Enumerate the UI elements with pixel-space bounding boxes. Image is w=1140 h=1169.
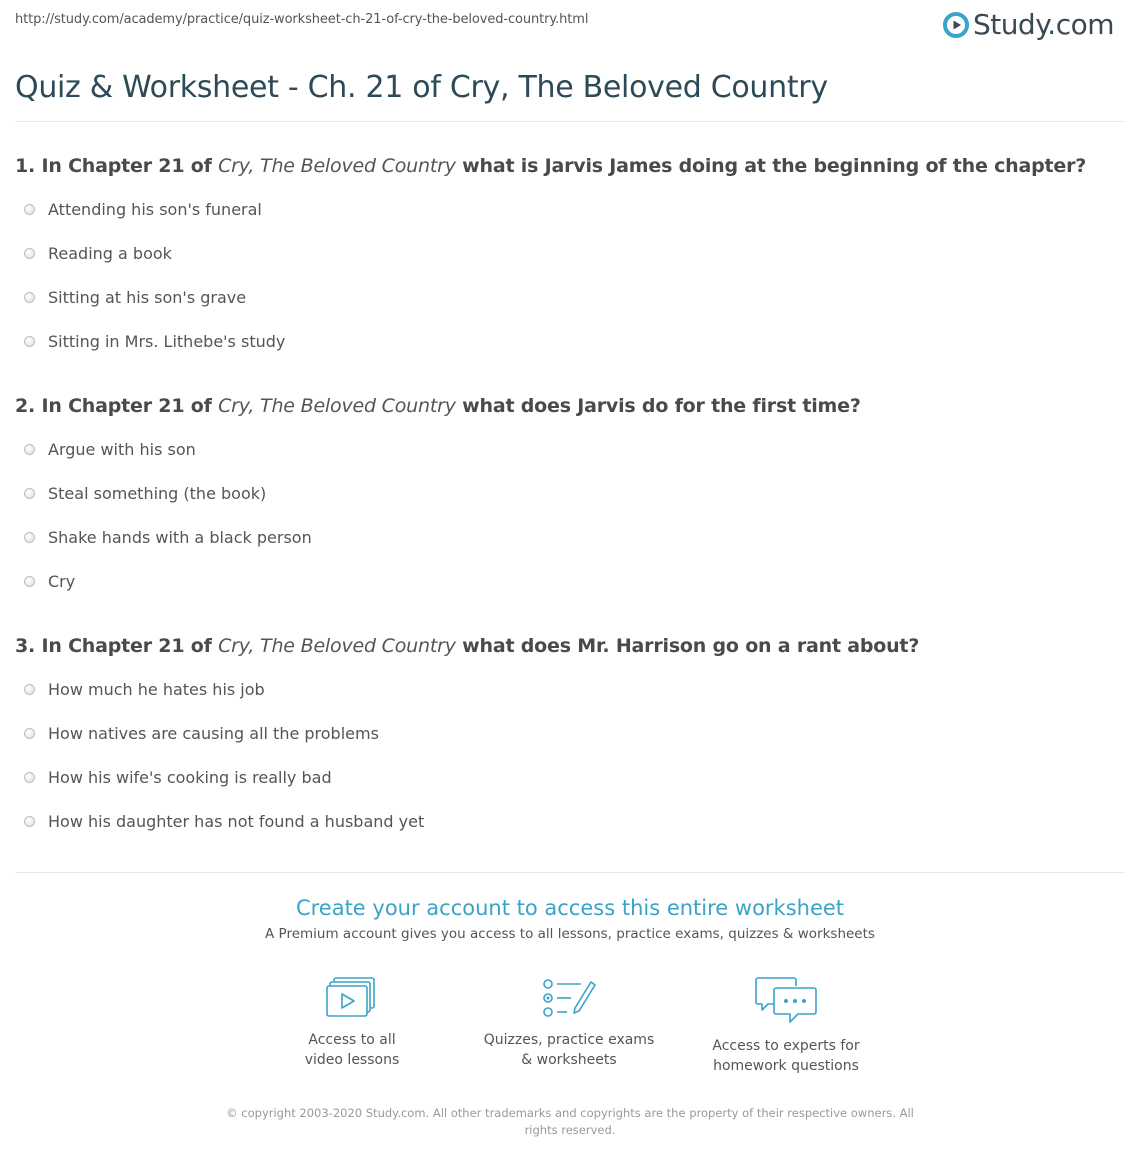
- feature-experts: [686, 976, 886, 1076]
- question-2: [15, 395, 861, 417]
- answer-option[interactable]: [24, 768, 332, 787]
- question-prefix: 2. In Chapter 21 of: [15, 395, 219, 417]
- answer-label: Attending his son's funeral: [48, 200, 262, 219]
- feature-quizzes: [469, 976, 669, 1070]
- radio-button[interactable]: [24, 336, 35, 347]
- question-prefix: 1. In Chapter 21 of: [15, 155, 219, 177]
- radio-button[interactable]: [24, 816, 35, 827]
- radio-button[interactable]: [24, 728, 35, 739]
- answer-label: How his daughter has not found a husband yet: [48, 812, 425, 831]
- answer-option[interactable]: [24, 244, 172, 263]
- chat-bubbles-icon: [754, 976, 818, 1026]
- answer-label: Cry: [48, 572, 76, 591]
- radio-button[interactable]: [24, 576, 35, 587]
- feature-video-lessons: [252, 976, 452, 1070]
- cta-subtitle: A Premium account gives you access to all lessons, practice exams, quizzes & worksheets: [265, 926, 875, 942]
- feature-line: video lessons: [304, 1052, 400, 1068]
- answer-option[interactable]: [24, 528, 312, 547]
- question-suffix: what does Mr. Harrison go on a rant about?: [455, 635, 920, 657]
- answer-option[interactable]: [24, 724, 379, 743]
- question-3: [15, 635, 919, 657]
- question-1: [15, 155, 1086, 177]
- feature-line: Quizzes, practice exams: [483, 1032, 655, 1048]
- title-divider: [15, 121, 1125, 122]
- brand-logo[interactable]: [943, 8, 1114, 41]
- copyright-notice: © copyright 2003-2020 Study.com. All other trademarks and copyrights are the property of their respective owners. All rights reserved.: [226, 1106, 914, 1137]
- answer-option[interactable]: [24, 680, 265, 699]
- radio-button[interactable]: [24, 204, 35, 215]
- quiz-checklist-icon: [541, 976, 597, 1020]
- brand-name: Study.com: [972, 8, 1114, 41]
- feature-line: & worksheets: [521, 1052, 617, 1068]
- feature-line: Access to experts for: [712, 1038, 860, 1054]
- answer-option[interactable]: [24, 572, 75, 591]
- question-suffix: what does Jarvis do for the first time?: [455, 395, 861, 417]
- answer-label: Sitting in Mrs. Lithebe's study: [48, 332, 286, 351]
- answer-option[interactable]: [24, 200, 262, 219]
- answer-label: Sitting at his son's grave: [48, 288, 247, 307]
- answer-label: How natives are causing all the problems: [48, 724, 379, 743]
- answer-option[interactable]: [24, 440, 196, 459]
- radio-button[interactable]: [24, 444, 35, 455]
- radio-button[interactable]: [24, 532, 35, 543]
- feature-line: Access to all: [308, 1032, 396, 1048]
- feature-label: [712, 1036, 859, 1076]
- answer-option[interactable]: [24, 484, 266, 503]
- feature-label: [305, 1030, 400, 1070]
- radio-button[interactable]: [24, 488, 35, 499]
- page-title: Quiz & Worksheet - Ch. 21 of Cry, The Beloved Country: [15, 70, 828, 105]
- answer-label: How his wife's cooking is really bad: [48, 768, 332, 787]
- radio-button[interactable]: [24, 292, 35, 303]
- video-lessons-icon: [326, 976, 378, 1020]
- radio-button[interactable]: [24, 684, 35, 695]
- book-title: Cry, The Beloved Country: [218, 155, 456, 177]
- question-suffix: what is Jarvis James doing at the beginning of the chapter?: [455, 155, 1087, 177]
- answer-label: Argue with his son: [48, 440, 196, 459]
- answer-label: Steal something (the book): [48, 484, 267, 503]
- answer-option[interactable]: [24, 332, 285, 351]
- create-account-link[interactable]: Create your account to access this entire worksheet: [295, 896, 845, 920]
- radio-button[interactable]: [24, 772, 35, 783]
- answer-label: Shake hands with a black person: [48, 528, 312, 547]
- cta-divider: [15, 872, 1125, 873]
- page-url[interactable]: http://study.com/academy/practice/quiz-worksheet-ch-21-of-cry-the-beloved-country.html: [15, 12, 589, 27]
- book-title: Cry, The Beloved Country: [218, 395, 456, 417]
- radio-button[interactable]: [24, 248, 35, 259]
- answer-label: Reading a book: [48, 244, 172, 263]
- play-circle-icon: [943, 12, 969, 38]
- answer-option[interactable]: [24, 812, 424, 831]
- answer-label: How much he hates his job: [48, 680, 265, 699]
- question-prefix: 3. In Chapter 21 of: [15, 635, 219, 657]
- feature-label: [484, 1030, 655, 1070]
- book-title: Cry, The Beloved Country: [218, 635, 456, 657]
- answer-option[interactable]: [24, 288, 246, 307]
- feature-line: homework questions: [713, 1058, 859, 1074]
